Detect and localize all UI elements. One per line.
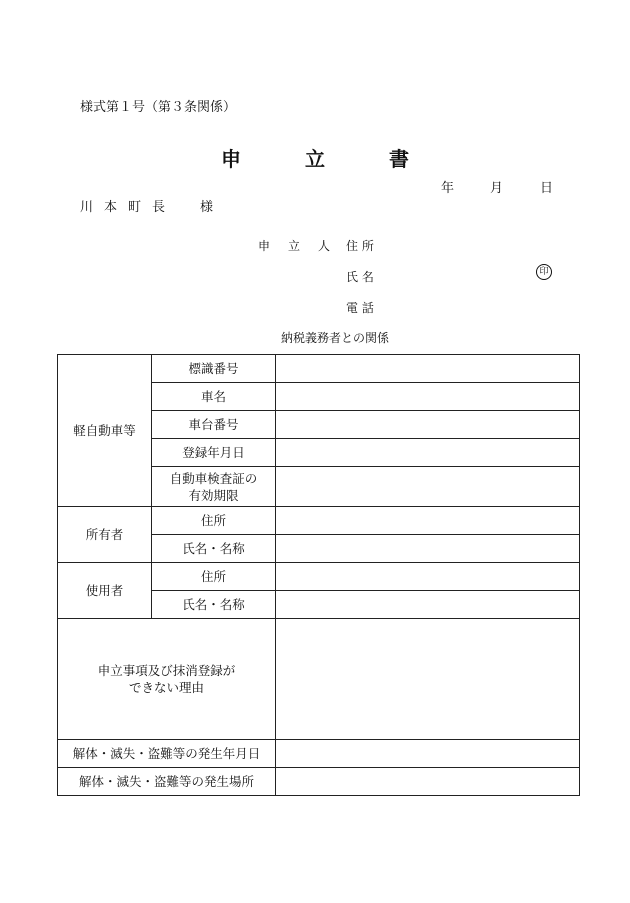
date-year-label: 年 [441,181,455,196]
inspection-expiry-line1: 自動車検査証の [169,470,258,486]
owner-name-label: 氏名・名称 [152,535,276,563]
inspection-expiry-field[interactable] [276,467,580,507]
form-number: 様式第１号（第３条関係） [80,100,237,115]
owner-address-field[interactable] [276,507,580,535]
date-month-label: 月 [490,181,504,196]
relation-label: 納税義務者との関係 [281,331,390,345]
inspection-expiry-line2: 有効期限 [188,487,239,503]
applicant-name-label: 氏 名 [346,270,374,284]
application-table [57,354,580,796]
owner-address-label: 住所 [152,507,276,535]
occurrence-date-label: 解体・滅失・盗難等の発生年月日 [58,740,276,768]
reason-label [58,619,276,740]
user-name-field[interactable] [276,591,580,619]
vehicle-group-label: 軽自動車等 [58,355,152,507]
occurrence-place-field[interactable] [276,768,580,796]
owner-group-label: 所有者 [58,507,152,563]
registration-date-label: 登録年月日 [152,439,276,467]
chassis-number-field[interactable] [276,411,580,439]
date-day-label: 日 [540,181,554,196]
occurrence-date-field[interactable] [276,740,580,768]
reason-line1: 申立事項及び抹消登録が [97,663,236,678]
plate-number-field[interactable] [276,355,580,383]
vehicle-name-label: 車名 [152,383,276,411]
plate-number-label: 標識番号 [152,355,276,383]
applicant-phone-label: 電 話 [346,301,374,315]
user-name-label: 氏名・名称 [152,591,276,619]
chassis-number-label: 車台番号 [152,411,276,439]
occurrence-place-label: 解体・滅失・盗難等の発生場所 [58,768,276,796]
owner-name-field[interactable] [276,535,580,563]
seal-mark: 印 [536,264,552,280]
reason-field[interactable] [276,619,580,740]
registration-date-field[interactable] [276,439,580,467]
inspection-expiry-label [152,467,276,507]
user-address-field[interactable] [276,563,580,591]
user-group-label: 使用者 [58,563,152,619]
reason-line2: できない理由 [128,680,204,695]
applicant-label: 申 立 人 [258,239,334,253]
user-address-label: 住所 [152,563,276,591]
applicant-address-label: 住 所 [346,239,374,253]
addressee: 川本町長 様 [80,200,225,215]
vehicle-name-field[interactable] [276,383,580,411]
document-title: 申 立 書 [221,147,431,171]
